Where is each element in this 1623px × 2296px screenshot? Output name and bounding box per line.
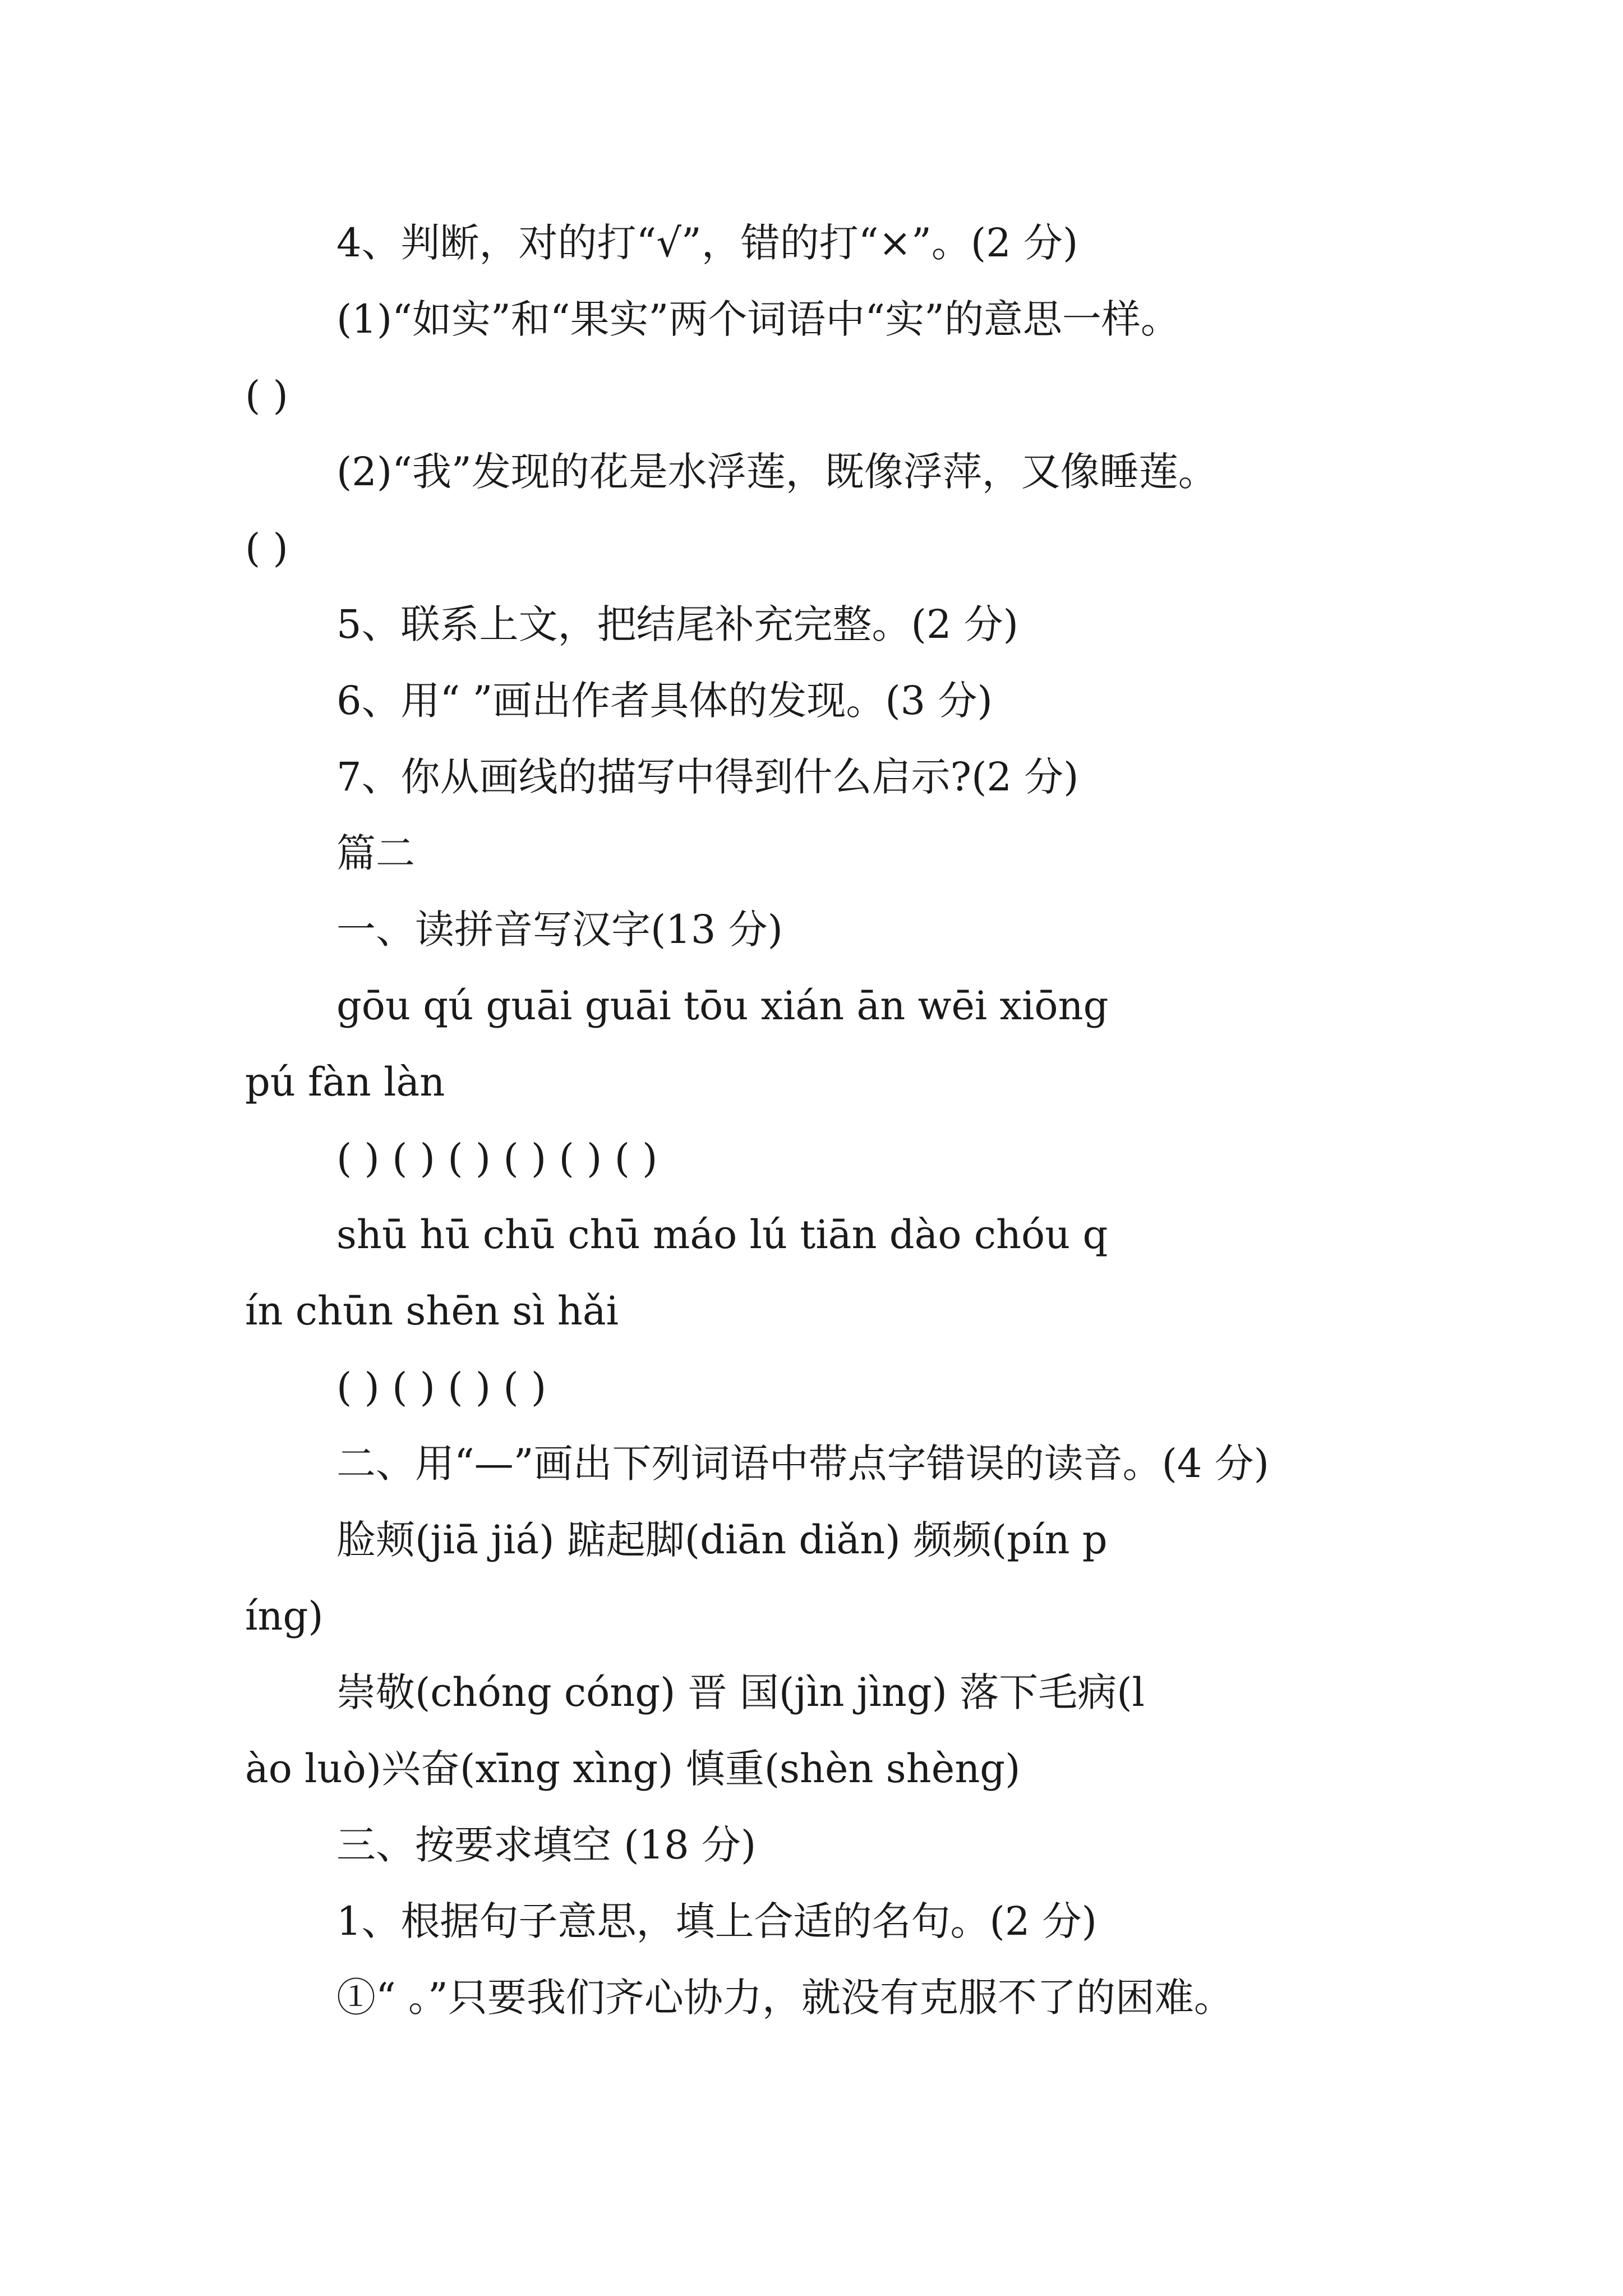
answer-blanks-row-2: ( ) ( ) ( ) ( ) bbox=[336, 1364, 547, 1410]
pinyin-row-1-continued: pú fàn làn bbox=[245, 1059, 445, 1105]
pinyin-row-1: gōu qú guāi guāi tōu xián ān wēi xiōng bbox=[336, 983, 1109, 1029]
section-title-part-two: 篇二 bbox=[336, 830, 415, 876]
answer-blanks-row-1: ( ) ( ) ( ) ( ) ( ) ( ) bbox=[336, 1135, 658, 1181]
section-3-question-1-item: ①“ 。”只要我们齐心协力，就没有克服不了的困难。 bbox=[336, 1975, 1233, 2021]
question-5: 5、联系上文，把结尾补充完整。(2 分) bbox=[336, 601, 1018, 647]
question-4-item-2-answer: ( ) bbox=[245, 525, 288, 571]
pronunciation-row-1-cont: íng) bbox=[245, 1593, 324, 1639]
section-1-heading: 一、读拼音写汉字(13 分) bbox=[336, 907, 783, 953]
section-2-heading: 二、用“—”画出下列词语中带点字错误的读音。(4 分) bbox=[336, 1441, 1269, 1487]
question-4-item-2: (2)“我”发现的花是水浮莲，既像浮萍，又像睡莲。 bbox=[336, 449, 1218, 495]
pronunciation-row-2-cont: ào luò)兴奋(xīng xìng) 慎重(shèn shèng) bbox=[245, 1746, 1021, 1792]
question-4-item-1-answer: ( ) bbox=[245, 372, 288, 418]
section-3-heading: 三、按要求填空 (18 分) bbox=[336, 1822, 757, 1868]
pronunciation-row-2: 崇敬(chóng cóng) 晋 国(jìn jìng) 落下毛病(l bbox=[336, 1669, 1145, 1715]
pinyin-row-2: shū hū chū chū máo lú tiān dào chóu q bbox=[336, 1212, 1108, 1258]
question-6: 6、用“ ”画出作者具体的发现。(3 分) bbox=[336, 678, 993, 724]
question-4-heading: 4、判断，对的打“√”，错的打“×”。(2 分) bbox=[336, 220, 1078, 266]
question-4-item-1: (1)“如实”和“果实”两个词语中“实”的意思一样。 bbox=[336, 296, 1180, 342]
pronunciation-row-1: 脸颊(jiā jiá) 踮起脚(diān diǎn) 频频(pín p bbox=[336, 1517, 1108, 1563]
section-3-question-1: 1、根据句子意思，填上合适的名句。(2 分) bbox=[336, 1898, 1097, 1944]
pinyin-row-2-continued: ín chūn shēn sì hǎi bbox=[245, 1288, 619, 1334]
question-7: 7、你从画线的描写中得到什么启示?(2 分) bbox=[336, 754, 1079, 800]
